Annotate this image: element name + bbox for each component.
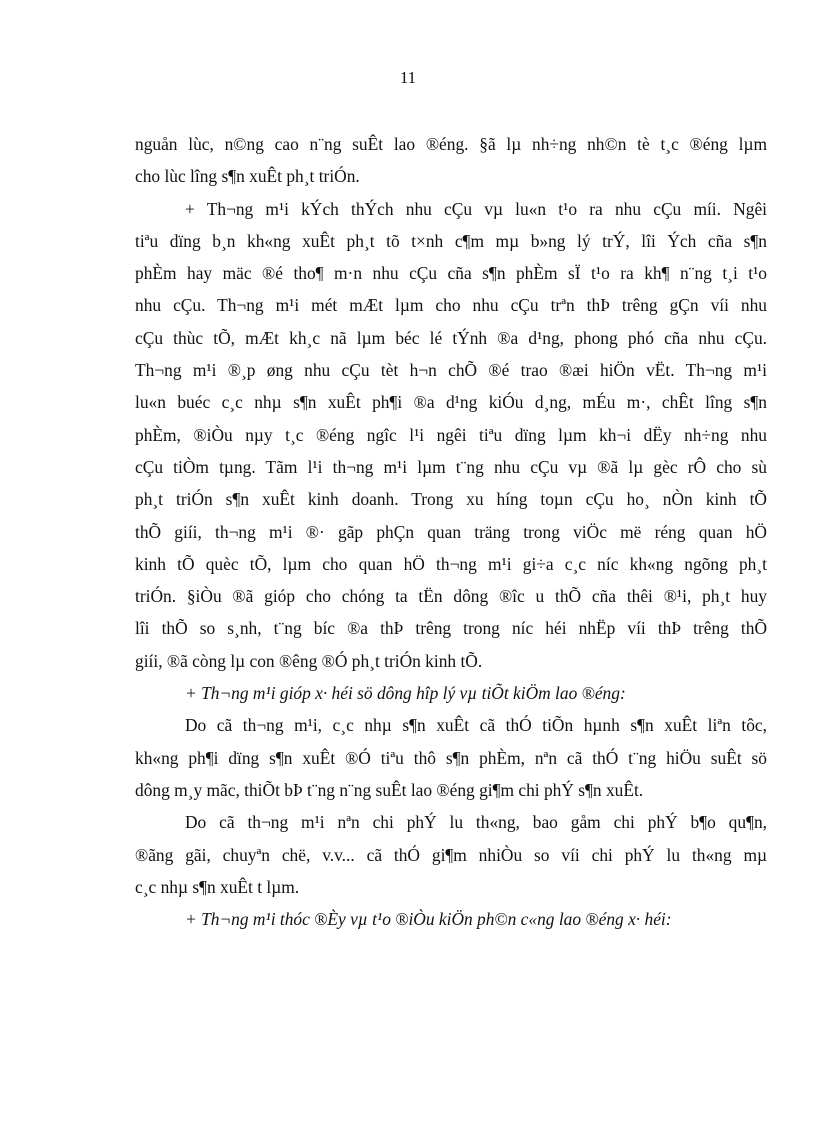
text-line-6: nhu cÇu. Th¬ng m¹i mét mÆt lµm cho nhu cÇu trªn thÞ trêng gÇn víi nhu (135, 295, 767, 316)
text-line-3: + Th¬ng m¹i kÝch thÝch nhu cÇu vµ lu«n t¹o ra nhu cÇu míi. Ngêi (185, 198, 767, 219)
text-line-16: lîi thÕ so s¸nh, t¨ng bíc ®a thÞ trêng trong níc héi nhËp víi thÞ trêng thÕ (135, 618, 767, 639)
text-line-7: cÇu thùc tÕ, mÆt kh¸c nã lµm béc lé tÝnh ®a d¹ng, phong phó cña nhu cÇu. (135, 327, 767, 348)
text-line-13: thÕ giíi, th¬ng m¹i ®· gãp phÇn quan träng trong viÖc më réng quan hÖ (135, 521, 767, 542)
text-line-10: phÈm, ®iÒu nµy t¸c ®éng ngîc l¹i ngêi tiªu dïng lµm kh¬i dËy nh÷ng nhu (135, 424, 767, 445)
page-number: 11 (399, 68, 417, 87)
text-line-9: lu«n buéc c¸c nhµ s¶n xuÊt ph¶i ®a d¹ng kiÓu d¸ng, mÉu m·, chÊt lîng s¶n (135, 392, 767, 413)
text-line-23: ®ãng gãi, chuyªn chë, v.v... cã thÓ gi¶m nhiÒu so víi chi phÝ lu th«ng mµ (135, 844, 767, 865)
text-line-19: Do cã th¬ng m¹i, c¸c nhµ s¶n xuÊt cã thÓ tiÕn hµnh s¶n xuÊt liªn tôc, (185, 715, 767, 736)
text-line-2: cho lùc lîng s¶n xuÊt ph¸t triÓn. (135, 166, 360, 187)
text-line-8: Th¬ng m¹i ®¸p øng nhu cÇu tèt h¬n chÕ ®é trao ®æi hiÖn vËt. Th¬ng m¹i (135, 360, 767, 381)
text-line-22: Do cã th¬ng m¹i nªn chi phÝ lu th«ng, bao gåm chi phÝ b¶o qu¶n, (185, 812, 767, 833)
body-text (135, 128, 767, 935)
text-line-21: dông m¸y mãc, thiÕt bÞ t¨ng n¨ng suÊt lao ®éng gi¶m chi phÝ s¶n xuÊt. (135, 779, 644, 800)
text-line-4: tiªu dïng b¸n kh«ng xuÊt ph¸t tõ t×nh c¶m mµ b»ng lý trÝ, lîi Ých cña s¶n (135, 230, 767, 251)
text-line-14: kinh tÕ quèc tÕ, lµm cho quan hÖ th¬ng m¹i gi÷a c¸c níc kh«ng ngõng ph¸t (135, 553, 767, 574)
text-line-5: phÈm hay mäc ®é tho¶ m·n nhu cÇu cña s¶n phÈm sÏ t¹o ra kh¶ n¨ng t¸i t¹o (135, 263, 767, 284)
text-line-25: + Th¬ng m¹i thóc ®Èy vµ t¹o ®iÒu kiÖn ph©n c«ng lao ®éng x· héi: (185, 909, 672, 930)
text-line-18: + Th¬ng m¹i gióp x· héi sö dông hîp lý vµ tiÕt kiÖm lao ®éng: (185, 683, 626, 704)
text-line-12: ph¸t triÓn s¶n xuÊt kinh doanh. Trong xu híng toµn cÇu ho¸ nÒn kinh tÕ (135, 489, 767, 510)
text-line-20: kh«ng ph¶i dïng s¶n xuÊt ®Ó tiªu thô s¶n phÈm, nªn cã thÓ t¨ng hiÖu suÊt sö (135, 747, 767, 768)
text-line-15: triÓn. §iÒu ®ã gióp cho chóng ta tËn dông ®îc u thÕ cña thêi ®¹i, ph¸t huy (135, 586, 767, 607)
text-line-11: cÇu tiÒm tµng. Tãm l¹i th¬ng m¹i lµm t¨ng nhu cÇu vµ ®ã lµ gèc rÔ cho sù (135, 456, 767, 477)
text-line-24: c¸c nhµ s¶n xuÊt t lµm. (135, 876, 300, 897)
text-line-1: nguån lùc, n©ng cao n¨ng suÊt lao ®éng. §ã lµ nh÷ng nh©n tè t¸c ®éng lµm (135, 134, 767, 154)
text-line-17: giíi, ®ã còng lµ con ®êng ®Ó ph¸t triÓn kinh tÕ. (135, 650, 483, 671)
